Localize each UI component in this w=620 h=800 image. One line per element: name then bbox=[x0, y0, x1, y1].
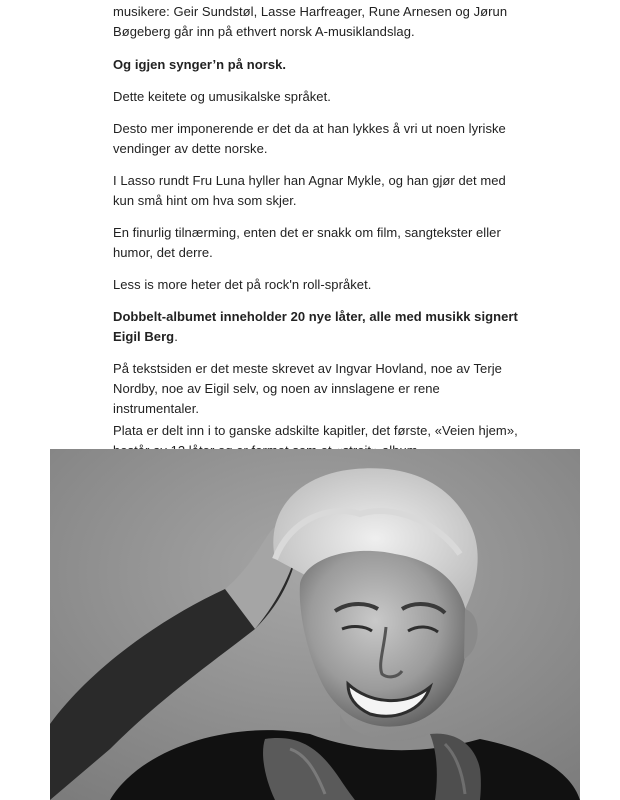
portrait-image bbox=[50, 449, 580, 800]
paragraph-less-is-more: Less is more heter det på rock'n roll-språket. bbox=[113, 277, 372, 292]
paragraph-album-bold: Dobbelt-albumet inneholder 20 nye låter, alle med musikk signert Eigil Berg bbox=[113, 309, 518, 344]
portrait-photo bbox=[50, 449, 580, 800]
article-body bbox=[113, 0, 523, 461]
paragraph-norwegian-lead: Og igjen synger’n på norsk. bbox=[113, 57, 287, 72]
paragraph-impressive: Desto mer imponerende er det da at han lykkes å vri ut noen lyriske vendinger av dette norske. bbox=[113, 121, 506, 156]
paragraph-musicians: musikere: Geir Sundstøl, Lasse Harfreager, Rune Arnesen og Jørun Bøgeberg går inn på ethvert norsk A-musiklandslag. bbox=[113, 4, 508, 39]
paragraph-language: Dette keitete og umusikalske språket. bbox=[113, 89, 331, 104]
paragraph-album-tail: . bbox=[174, 329, 178, 344]
paragraph-album bbox=[113, 307, 523, 347]
paragraph-chapters: Plata er delt inn i to ganske adskilte kapitler, det første, «Veien hjem», bbox=[113, 423, 518, 438]
paragraph-approach: En finurlig tilnærming, enten det er snakk om film, sangtekster eller humor, det derre. bbox=[113, 225, 501, 260]
paragraph-lasso: I Lasso rundt Fru Luna hyller han Agnar Mykle, og han gjør det med kun små hint om hva som skjer. bbox=[113, 173, 506, 208]
paragraph-lyrics: På tekstsiden er det meste skrevet av Ingvar Hovland, noe av Terje Nordby, noe av Eigil selv, og noen av innslagene er rene instrumentaler. bbox=[113, 361, 502, 416]
